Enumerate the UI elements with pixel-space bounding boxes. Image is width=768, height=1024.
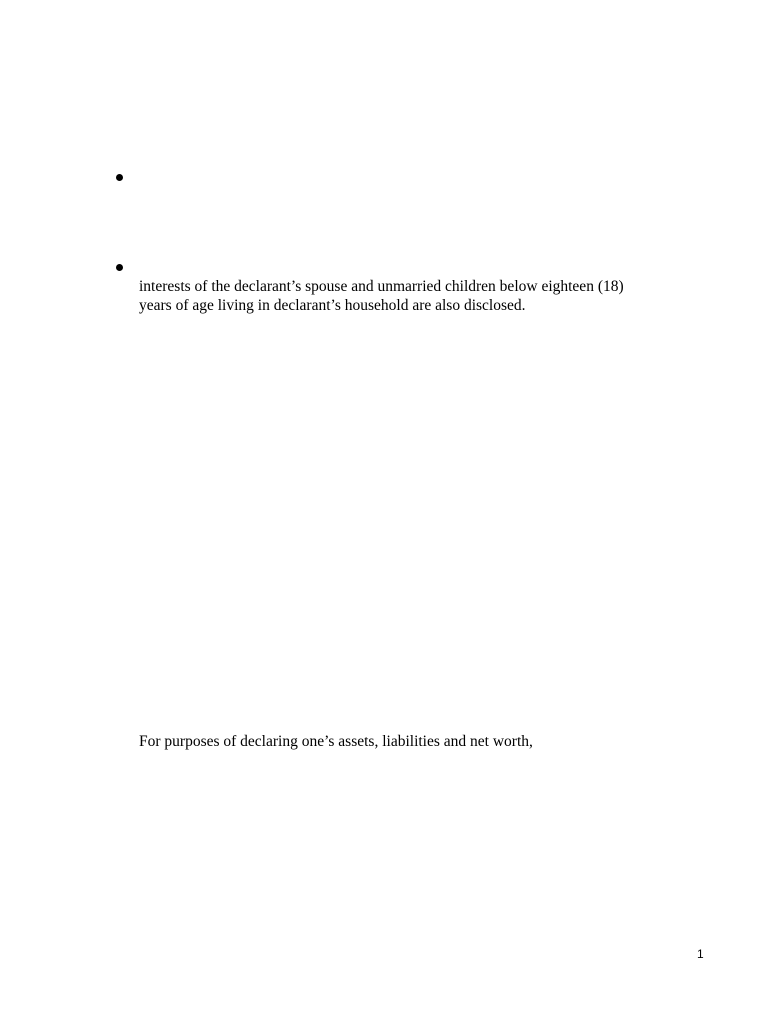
- bullet-point: [116, 174, 123, 181]
- body-text-line: interests of the declarant’s spouse and unmarried children below eighteen (18): [139, 278, 624, 295]
- page-number: 1: [697, 947, 704, 961]
- body-text-line: years of age living in declarant’s household are also disclosed.: [139, 297, 526, 314]
- body-text-line: For purposes of declaring one’s assets, liabilities and net worth,: [139, 733, 533, 750]
- bullet-point: [116, 264, 123, 271]
